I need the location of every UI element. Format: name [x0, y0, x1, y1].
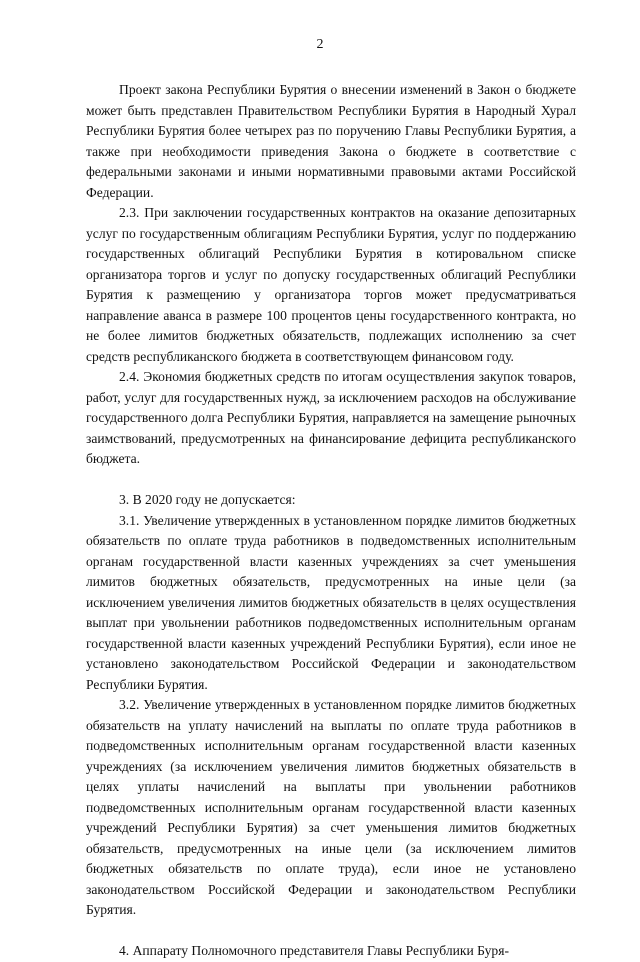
paragraph-2-4-budget-savings: 2.4. Экономия бюджетных средств по итогам осуществления закупок товаров, работ, услуг для государственных нужд, за исключением расходов на обслуживание государственного долга Республики Бурятия, направляется на замещение рыночных заимствований, предусмотренных на финансирование дефицита республиканского бюджета.	[86, 369, 576, 466]
paragraph-3-2-payroll-charges: 3.2. Увеличение утвержденных в установленном порядке лимитов бюджетных обязательств на уплату начислений на выплаты по оплате труда работников в подведомственных исполнительным органам государственной власти казенных учреждениях (за исключением увеличения лимитов бюджетных обязательств в целях уплаты начислений на выплаты при увольнении работников подведомственных исполнительным органам государственной власти казенных учреждений Республики Бурятия) за счет уменьшения лимитов бюджетных обязательств, предусмотренных на иные цели (за исключением лимитов бюджетных обязательств по оплате труда), если иное не установлено законодательством Российской Федерации и законодательством Республики Бурятия.	[86, 697, 576, 917]
page-number: 2	[316, 37, 324, 52]
paragraph-3-1-salary-limits: 3.1. Увеличение утвержденных в установленном порядке лимитов бюджетных обязательств по оплате труда работников в подведомственных исполнительным органам государственной власти казенных учреждениях за счет уменьшения лимитов бюджетных обязательств, предусмотренных на иные цели (за исключением увеличения лимитов бюджетных обязательств в целях осуществления выплат при увольнении работников подведомственных исполнительным органам государственной власти казенных учреждений Республики Бурятия), если иное не установлено законодательством Российской Федерации и законодательством Республики Бурятия.	[86, 512, 576, 692]
paragraph-3-not-allowed: 3. В 2020 году не допускается:	[119, 492, 296, 507]
paragraph-bill-amendments: Проект закона Республики Бурятия о внесении изменений в Закон о бюджете может быть представлен Правительством Республики Бурятия в Народный Хурал Республики Бурятия более четырех раз по поручению Главы Республики Бурятия, а также при необходимости приведения Закона о бюджете в соответствие с федеральными законами и иными нормативными правовыми актами Российской Федерации.	[86, 82, 576, 200]
document-body	[86, 80, 576, 962]
paragraph-2-3-state-contracts: 2.3. При заключении государственных контрактов на оказание депозитарных услуг по государственным облигациям Республики Бурятия, услуг по поддержанию государственных облигаций Республики Бурятия в котировальном списке организатора торгов и услуг по допуску государственных облигаций Республики Бурятия к размещению у организатора торгов может предусматриваться направление аванса в размере 100 процентов цены государственного контракта, но не более лимитов бюджетных обязательств, подлежащих исполнению за счет средств республиканского бюджета в соответствующем финансовом году.	[86, 205, 576, 364]
paragraph-4-representative-office: 4. Аппарату Полномочного представителя Главы Республики Буря-	[119, 943, 510, 958]
